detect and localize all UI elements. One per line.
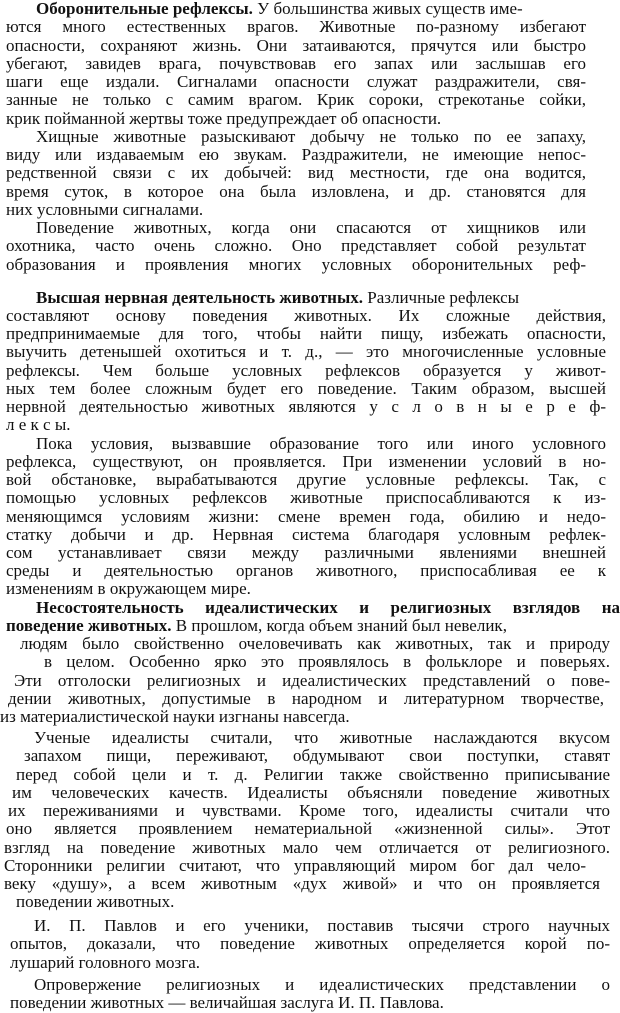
- paragraph-line: взгляд на поведение животных мало чем отличается от религиозного.: [4, 838, 610, 857]
- paragraph-line: веку «душу», а всем животным «дух живой» и что он проявляется: [4, 874, 600, 893]
- paragraph-line: И. П. Павлов и его ученики, поставив тысячи строго научных: [34, 916, 610, 935]
- section-heading-idealistic-views: Несостоятельность идеалистических и религиозных взглядов на: [36, 598, 620, 617]
- paragraph-line: в целом. Особенно ярко это проявлялось в фольклоре и поверьях.: [44, 652, 610, 671]
- paragraph-line: опасности, сохраняют жизнь. Они затаиваются, прячутся или быстро: [6, 36, 586, 55]
- paragraph-line: предпринимаемые для того, чтобы найти пищу, избежать опасности,: [6, 324, 606, 343]
- paragraph-line: им человеческих качеств. Идеалисты объясняли поведение животных: [12, 783, 610, 802]
- paragraph-line: образования и проявления многих условных оборонительных реф-: [6, 255, 586, 274]
- paragraph-line: поведении животных — величайшая заслуга И. П. Павлова.: [10, 993, 444, 1012]
- paragraph-line: опытов, доказали, что поведение животных определяется корой по-: [10, 934, 610, 953]
- paragraph-line: меняющимся условиям жизни: смене времен года, обилию и недо-: [6, 507, 606, 526]
- paragraph-line: редственной связи с их добычей: вид местности, где она водится,: [6, 163, 586, 182]
- paragraph-line: Высшая нервная деятельность животных. Различные рефлексы: [36, 288, 520, 307]
- paragraph-line: сом устанавливает связи между различными явлениями внешней: [6, 543, 606, 562]
- paragraph-line: статку добычи и др. Нервная система благодаря условным рефлек-: [6, 525, 606, 544]
- paragraph-line: ных тем более сложным будет его поведение. Таким образом, высшей: [6, 379, 606, 398]
- paragraph-line: составляют основу поведения животных. Их сложные действия,: [6, 306, 606, 325]
- paragraph-line: поведении животных.: [16, 892, 175, 911]
- paragraph-line: ются много естественных врагов. Животные по-разному избегают: [6, 17, 586, 36]
- paragraph-line: Опровержение религиозных и идеалистических представлении о: [34, 975, 610, 994]
- paragraph-line: Поведение животных, когда они спасаются от хищников или: [36, 218, 586, 237]
- paragraph-line: Сторонники религии считают, что управляющий миром бог дал чело-: [4, 856, 586, 875]
- paragraph-line: нервной деятельностью животных являются у с л о в н ы е р е ф-: [6, 397, 606, 416]
- paragraph-line: крик пойманной жертвы тоже предупреждает об опасности.: [6, 109, 442, 128]
- paragraph-line: перед собой цели и т. д. Религии также свойственно приписывание: [16, 765, 610, 784]
- paragraph-line: них условными сигналами.: [6, 200, 204, 219]
- paragraph-line: Пока условия, вызвавшие образование того или иного условного: [36, 434, 606, 453]
- paragraph-line: шаги еще издали. Сигналами опасности служат раздражители, свя-: [6, 72, 586, 91]
- paragraph-line: помощью условных рефлексов животные приспосабливаются к из-: [6, 488, 606, 507]
- paragraph-line: дении животных, допустимые в народном и литературном творчестве,: [8, 689, 604, 708]
- paragraph-line: изменениям в окружающем мире.: [6, 579, 251, 598]
- paragraph-line: из материалистической науки изгнаны навсегда.: [0, 707, 350, 726]
- paragraph-line: людям было свойственно очеловечивать как животных, так и природу: [20, 634, 610, 653]
- paragraph-line: запахом пищи, переживают, обдумывают свои поступки, ставят: [24, 746, 610, 765]
- paragraph-line: Ученые идеалисты считали, что животные наслаждаются вкусом: [34, 728, 610, 747]
- paragraph-line: рефлекса, существуют, он проявляется. При изменении условий в но-: [6, 452, 606, 471]
- paragraph-line: оно является проявлением нематериальной «жизненной силы». Этот: [6, 819, 610, 838]
- paragraph-line: убегают, завидев врага, почувствовав его запах или заслышав его: [6, 54, 586, 73]
- paragraph-line: Эти отголоски религиозных и идеалистических представлений о пове-: [14, 671, 610, 690]
- paragraph-line: рефлексы. Чем больше условных рефлексов образуется у живот-: [6, 361, 606, 380]
- paragraph-line: среды и деятельностью органов животного, приспосабливая ее к: [6, 561, 606, 580]
- section-heading-higher-nervous-activity: Высшая нервная деятельность животных.: [36, 288, 364, 307]
- section-heading-idealistic-views-cont: поведение животных.: [6, 616, 172, 635]
- paragraph-line: охотника, часто очень сложно. Оно представляет собой результат: [6, 236, 586, 255]
- paragraph-line: лушарий головного мозга.: [10, 953, 201, 972]
- paragraph-line: выучить детенышей охотиться и т. д., — это многочисленные условные: [6, 342, 606, 361]
- paragraph-line: время суток, в которое она была изловлена, и др. становятся для: [6, 182, 586, 201]
- paragraph-line: занные не только с самим врагом. Крик сороки, стрекотанье сойки,: [6, 90, 586, 109]
- section-heading-defensive-reflexes: Оборонительные рефлексы.: [36, 0, 253, 18]
- paragraph-line: Хищные животные разыскивают добычу не только по ее запаху,: [36, 127, 586, 146]
- paragraph-line: вой обстановке, вырабатываются другие условные рефлексы. Так, с: [6, 470, 606, 489]
- paragraph-line: поведение животных. В прошлом, когда объем знаний был невелик,: [6, 616, 507, 635]
- paragraph-line: их переживаниями и чувствами. Кроме того, идеалисты считали что: [8, 801, 610, 820]
- paragraph-line: Оборонительные рефлексы. У большинства живых существ име-: [36, 0, 523, 18]
- paragraph-line: л е к с ы.: [6, 415, 71, 434]
- paragraph-line: виду или издаваемым ею звукам. Раздражители, не имеющие непос-: [6, 145, 586, 164]
